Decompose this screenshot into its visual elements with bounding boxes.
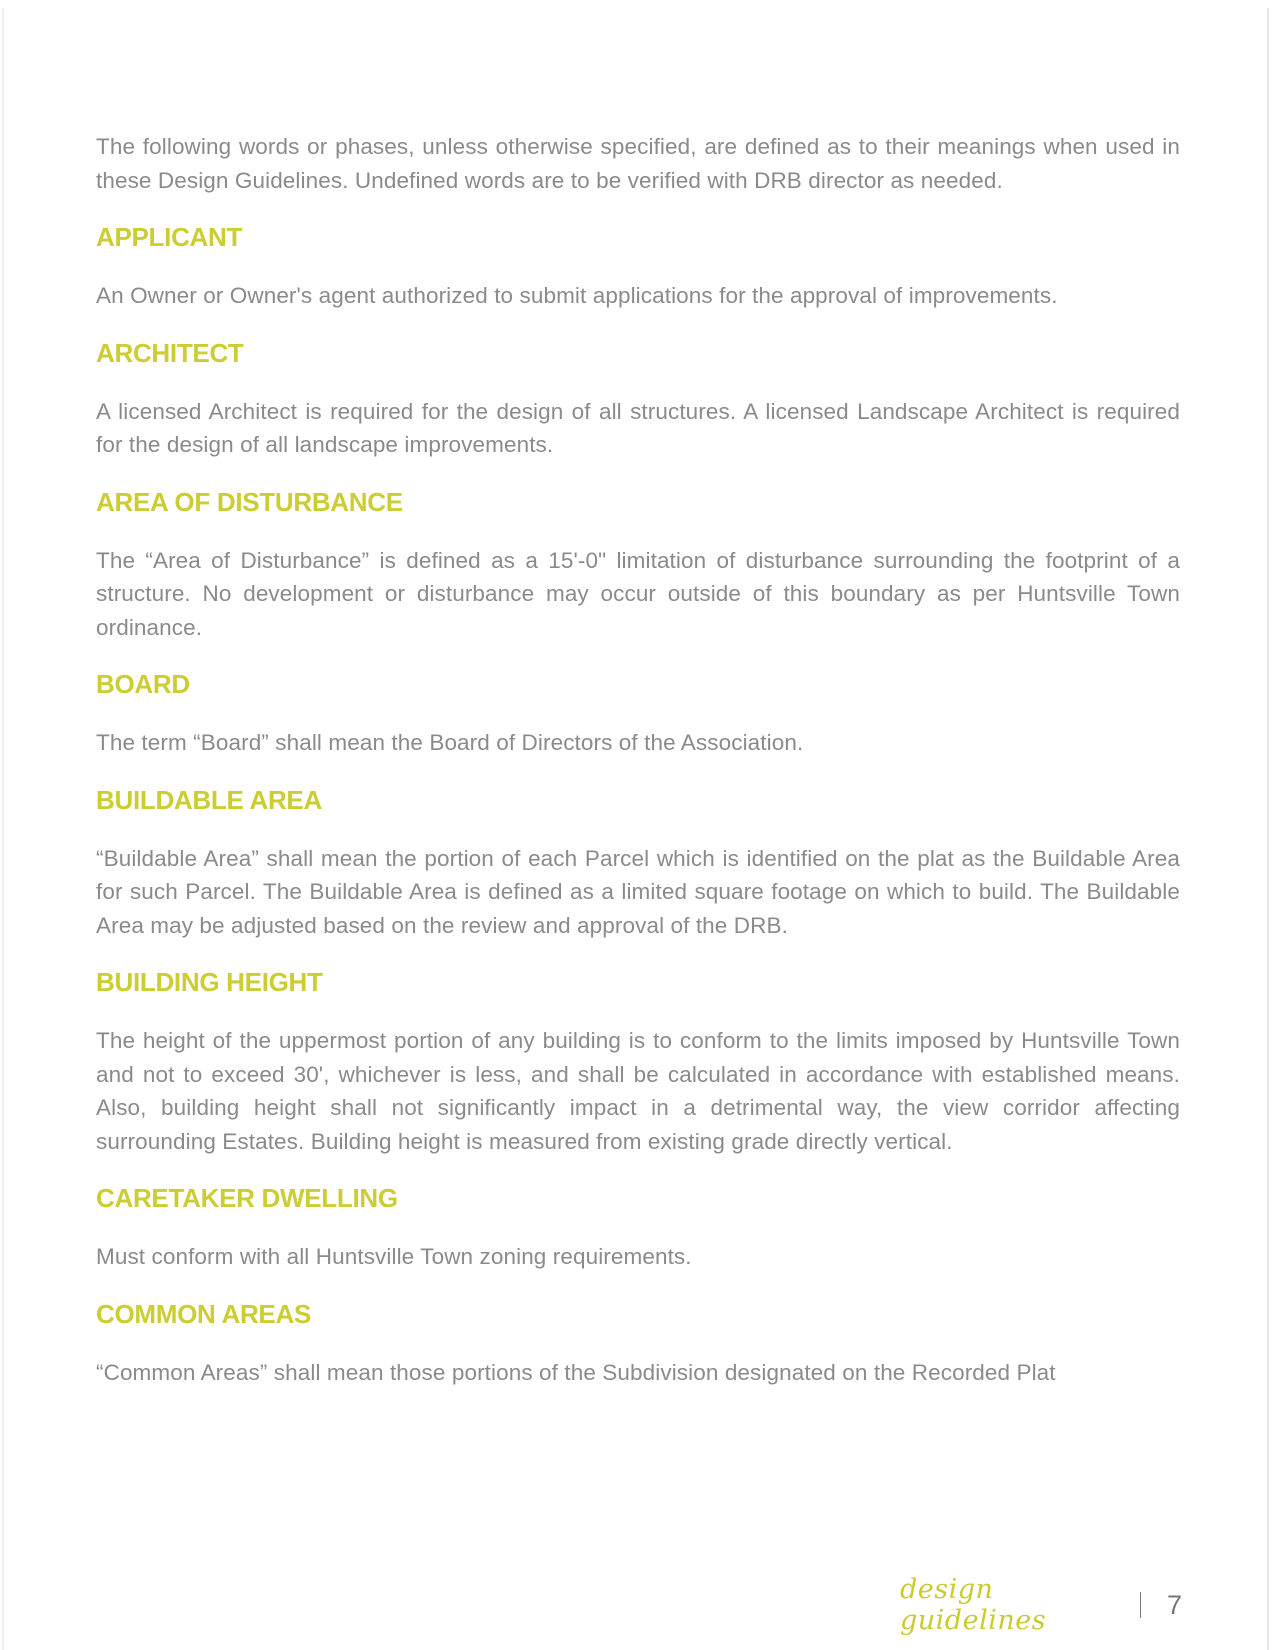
footer-separator [1140, 1592, 1141, 1618]
page-footer [900, 1574, 1190, 1636]
term-caretaker-dwelling [96, 1180, 1180, 1274]
term-buildable-area [96, 782, 1180, 943]
term-heading: ARCHITECT [96, 337, 244, 368]
term-heading: AREA OF DISTURBANCE [96, 486, 403, 517]
footer-document-title: design guidelines [900, 1574, 1047, 1636]
page-edge-right [1267, 8, 1269, 1650]
term-definition: A licensed Architect is required for the design of all structures. A licensed Landscape Architect is required for the design of all landscape improvements. [96, 398, 1180, 457]
term-building-height [96, 964, 1180, 1158]
term-common-areas [96, 1296, 1180, 1390]
term-heading: COMMON AREAS [96, 1298, 311, 1329]
document-body [96, 130, 1180, 1411]
intro-paragraph: The following words or phases, unless otherwise specified, are defined as to their meanings when used in these Design Guidelines. Undefined words are to be verified with DRB director as needed. [96, 134, 1180, 193]
term-definition: The height of the uppermost portion of any building is to conform to the limits imposed by Huntsville Town and not to exceed 30', whichever is less, and shall be calculated in accordance with established means. Also, building height shall not significantly impact in a detrimental way, the view corridor affecting surrounding Estates. Building height is measured from existing grade directly vertical. [96, 1028, 1180, 1154]
term-heading: CARETAKER DWELLING [96, 1183, 398, 1213]
term-architect [96, 335, 1180, 462]
term-heading: BUILDING HEIGHT [96, 967, 323, 997]
term-heading: BOARD [96, 669, 190, 699]
term-area-of-disturbance [96, 484, 1180, 645]
term-definition: “Buildable Area” shall mean the portion of each Parcel which is identified on the plat as the Buildable Area for such Parcel. The Buildable Area is defined as a limited square footage on which to build. The Buildable Area may be adjusted based on the review and approval of the DRB. [96, 845, 1180, 938]
term-definition: The “Area of Disturbance” is defined as a 15'-0" limitation of disturbance surrounding the footprint of a structure. No development or disturbance may occur outside of this boundary as per Huntsville Town ordinance. [96, 547, 1180, 640]
term-heading: BUILDABLE AREA [96, 784, 322, 815]
page-edge-left [2, 8, 4, 1650]
term-board [96, 666, 1180, 760]
page-number: 7 [1166, 1589, 1182, 1620]
term-definition: The term “Board” shall mean the Board of Directors of the Association. [96, 730, 804, 755]
term-heading: APPLICANT [96, 222, 243, 252]
term-definition: Must conform with all Huntsville Town zoning requirements. [96, 1244, 692, 1269]
term-applicant [96, 219, 1180, 313]
term-definition: “Common Areas” shall mean those portions of the Subdivision designated on the Recorded Plat [96, 1359, 1056, 1385]
term-definition: An Owner or Owner's agent authorized to submit applications for the approval of improvements. [96, 283, 1058, 308]
